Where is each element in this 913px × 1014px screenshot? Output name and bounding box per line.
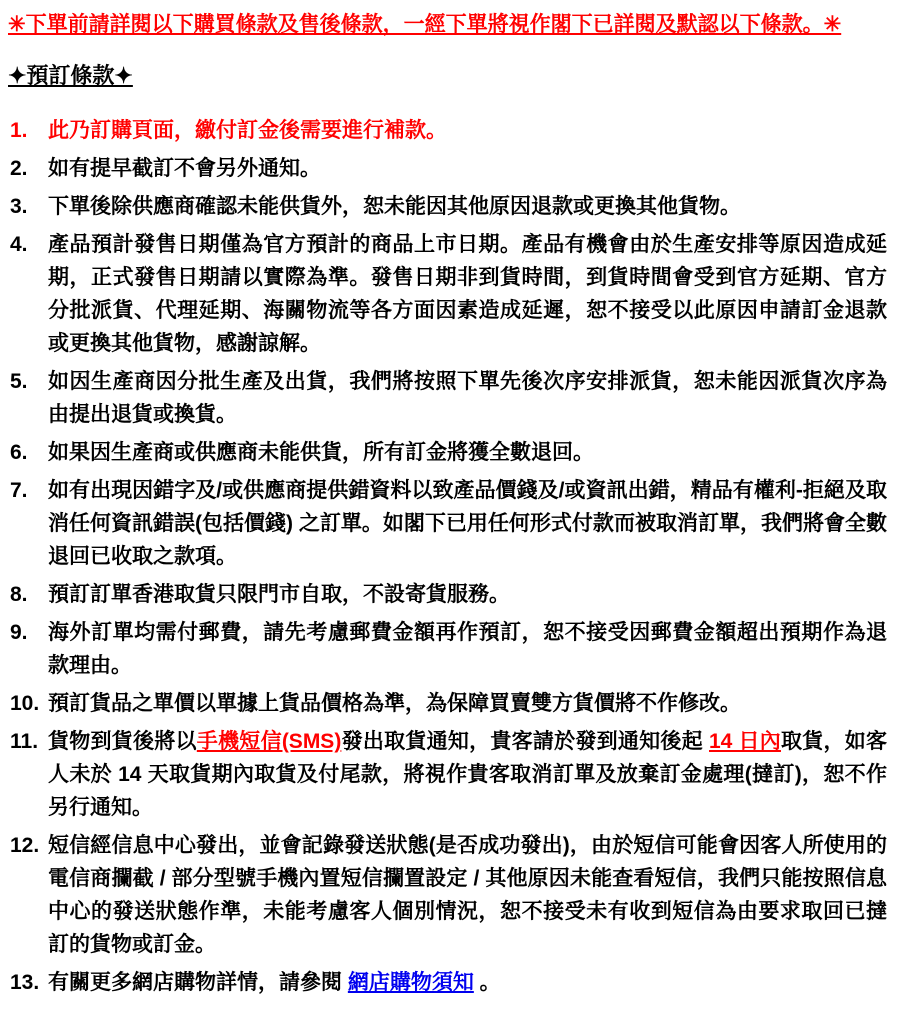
- term-number: 8.: [10, 583, 28, 606]
- term-item: [8, 725, 887, 824]
- text-segment: 有關更多網店購物詳情，請參閱: [48, 971, 348, 994]
- term-item: [8, 687, 887, 720]
- term-number: 13.: [10, 971, 40, 994]
- text-segment: 如果因生產商或供應商未能供貨，所有訂金將獲全數退回。: [48, 441, 594, 464]
- term-item: [8, 616, 887, 682]
- term-item: [8, 365, 887, 431]
- term-number: 1.: [10, 119, 28, 142]
- term-item: [8, 152, 887, 185]
- text-segment: 發出取貨通知，貴客請於發到通知後起: [341, 730, 709, 753]
- term-number: 7.: [10, 479, 28, 502]
- text-segment: 如因生產商因分批生產及出貨，我們將按照下單先後次序安排派貨，恕未能因派貨次序為由提出退貨或換貨。: [48, 370, 887, 426]
- term-item: [8, 966, 887, 999]
- preorder-terms-heading: ✦預訂條款✦: [8, 63, 133, 88]
- term-text: [48, 370, 887, 426]
- term-number: 4.: [10, 233, 28, 256]
- text-segment: 如有出現因錯字及/或供應商提供錯資料以致產品價錢及/或資訊出錯，精品有權利-拒絕及取消任何資訊錯誤(包括價錢) 之訂單。如閣下已用任何形式付款而被取消訂單，我們將會全數退回已收取之款項。: [48, 479, 887, 568]
- term-number: 9.: [10, 621, 28, 644]
- term-text: [48, 971, 501, 994]
- term-item: [8, 829, 887, 961]
- term-text: [48, 233, 887, 355]
- term-item: [8, 436, 887, 469]
- term-text: [48, 119, 447, 142]
- text-segment: 海外訂單均需付郵費，請先考慮郵費金額再作預訂，恕不接受因郵費金額超出預期作為退款理由。: [48, 621, 887, 677]
- term-number: 12.: [10, 834, 40, 857]
- text-segment: 短信經信息中心發出，並會記錄發送狀態(是否成功發出)，由於短信可能會因客人所使用的電信商攔截 / 部分型號手機內置短信攔置設定 / 其他原因未能查看短信，我們只能按照信息中心的發送狀態作準，未能考慮客人個別情況，恕不接受未有收到短信為由要求取回已撻訂的貨物或訂金。: [48, 834, 887, 956]
- term-text: [48, 583, 510, 606]
- purchase-notice-banner: ✳下單前請詳閱以下購買條款及售後條款，一經下單將視作閣下已詳閱及默認以下條款。✳: [8, 13, 842, 36]
- term-text: [48, 157, 321, 180]
- text-segment: 此乃訂購頁面，繳付訂金後需要進行補款。: [48, 119, 447, 142]
- text-segment: 。: [473, 971, 501, 994]
- term-item: [8, 114, 887, 147]
- term-number: 10.: [10, 692, 40, 715]
- term-number: 6.: [10, 441, 28, 464]
- term-number: 11.: [10, 730, 39, 753]
- term-text: [48, 621, 887, 677]
- term-item: [8, 474, 887, 573]
- highlighted-text: 14 日內: [709, 730, 781, 753]
- text-segment: 貨物到貨後將以: [48, 730, 197, 753]
- shop-guide-link[interactable]: 網店購物須知: [347, 971, 474, 994]
- highlighted-text: 手機短信(SMS): [196, 730, 342, 753]
- text-segment: 預訂訂單香港取貨只限門市自取，不設寄貨服務。: [48, 583, 510, 606]
- term-item: [8, 190, 887, 223]
- text-segment: 取貨，如客人未於 14 天取貨期內取貨及付尾款，將視作貴客取消訂單及放棄訂金處理(撻訂)，恕不作另行通知。: [48, 730, 887, 819]
- text-segment: 如有提早截訂不會另外通知。: [48, 157, 321, 180]
- text-segment: 產品預計發售日期僅為官方預計的商品上市日期。產品有機會由於生產安排等原因造成延期，正式發售日期請以實際為準。發售日期非到貨時間，到貨時間會受到官方延期、官方分批派貨、代理延期、海關物流等各方面因素造成延遲，恕不接受以此原因申請訂金退款或更換其他貨物，感謝諒解。: [48, 233, 887, 355]
- term-text: [48, 195, 741, 218]
- term-text: [48, 730, 887, 819]
- text-segment: 預訂貨品之單價以單據上貨品價格為準，為保障買賣雙方貨價將不作修改。: [48, 692, 741, 715]
- term-number: 3.: [10, 195, 28, 218]
- term-text: [48, 834, 887, 956]
- term-text: [48, 479, 887, 568]
- term-number: 2.: [10, 157, 28, 180]
- term-number: 5.: [10, 370, 28, 393]
- terms-list: [8, 114, 887, 999]
- term-item: [8, 578, 887, 611]
- term-text: [48, 441, 594, 464]
- term-item: [8, 228, 887, 360]
- term-text: [48, 692, 741, 715]
- text-segment: 下單後除供應商確認未能供貨外，恕未能因其他原因退款或更換其他貨物。: [48, 195, 741, 218]
